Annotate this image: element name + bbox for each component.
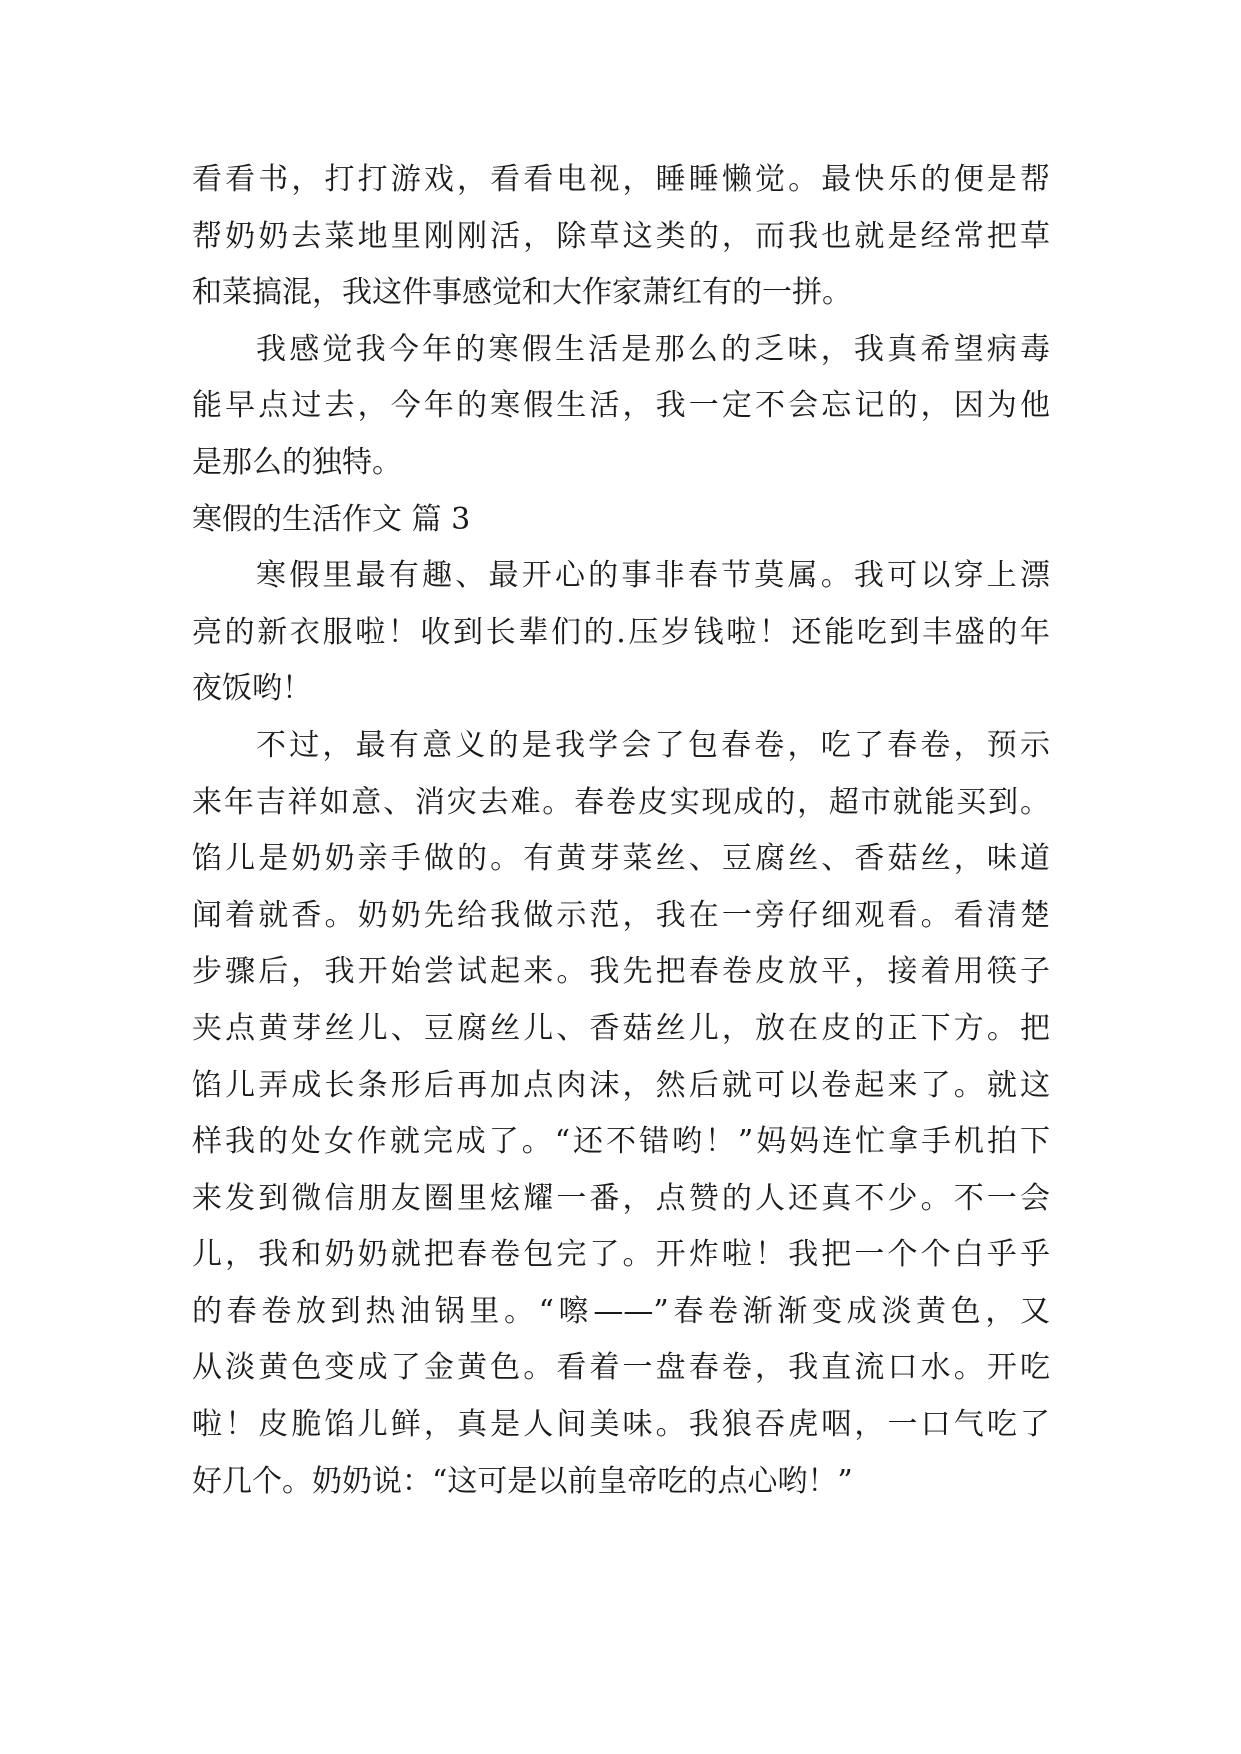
paragraph-first-line: 不过，最有意义的是我学会了包春卷，吃了春卷，预示 <box>256 727 1050 763</box>
text-line: 从淡黄色变成了金黄色。看着一盘春卷，我直流口水。开吃 <box>192 1350 1050 1386</box>
text-line: 馅儿弄成长条形后再加点肉沫，然后就可以卷起来了。就这 <box>192 1067 1050 1103</box>
text-line: 馅儿是奶奶亲手做的。有黄芽菜丝、豆腐丝、香菇丝，味道 <box>192 841 1050 877</box>
text-line: 亮的新衣服啦！收到长辈们的.压岁钱啦！还能吃到丰盛的年 <box>192 614 1050 650</box>
document-page <box>192 152 1050 1510</box>
text-line: 步骤后，我开始尝试起来。我先把春卷皮放平，接着用筷子 <box>192 954 1050 990</box>
text-line: 是那么的独特。 <box>192 444 402 480</box>
text-line: 和菜搞混，我这件事感觉和大作家萧红有的一拼。 <box>192 275 852 311</box>
text-line: 好几个。奶奶说：“这可是以前皇帝吃的点心哟！” <box>192 1463 853 1499</box>
paragraph-first-line: 寒假里最有趣、最开心的事非春节莫属。我可以穿上漂 <box>256 558 1050 594</box>
paragraph-first-line: 我感觉我今年的寒假生活是那么的乏味，我真希望病毒 <box>256 331 1050 367</box>
text-line: 看看书，打打游戏，看看电视，睡睡懒觉。最快乐的便是帮 <box>192 162 1050 197</box>
section-heading: 寒假的生活作文 篇 3 <box>192 501 471 537</box>
text-line: 闻着就香。奶奶先给我做示范，我在一旁仔细观看。看清楚 <box>192 897 1050 933</box>
text-line: 儿，我和奶奶就把春卷包完了。开炸啦！我把一个个白乎乎 <box>192 1237 1050 1273</box>
text-line: 能早点过去，今年的寒假生活，我一定不会忘记的，因为他 <box>192 388 1050 424</box>
text-line: 来发到微信朋友圈里炫耀一番，点赞的人还真不少。不一会 <box>192 1180 1050 1216</box>
text-line: 夹点黄芽丝儿、豆腐丝儿、香菇丝儿，放在皮的正下方。把 <box>192 1010 1050 1046</box>
text-line: 帮奶奶去菜地里刚刚活，除草这类的，而我也就是经常把草 <box>192 218 1050 254</box>
text-line: 样我的处女作就完成了。“还不错哟！”妈妈连忙拿手机拍下 <box>192 1124 1050 1160</box>
text-line: 来年吉祥如意、消灾去难。春卷皮实现成的，超市就能买到。 <box>192 784 1050 820</box>
text-line: 的春卷放到热油锅里。“嚓——”春卷渐渐变成淡黄色，又 <box>192 1293 1050 1329</box>
text-line: 啦！皮脆馅儿鲜，真是人间美味。我狼吞虎咽，一口气吃了 <box>192 1407 1050 1443</box>
text-line: 夜饭哟！ <box>192 671 312 707</box>
